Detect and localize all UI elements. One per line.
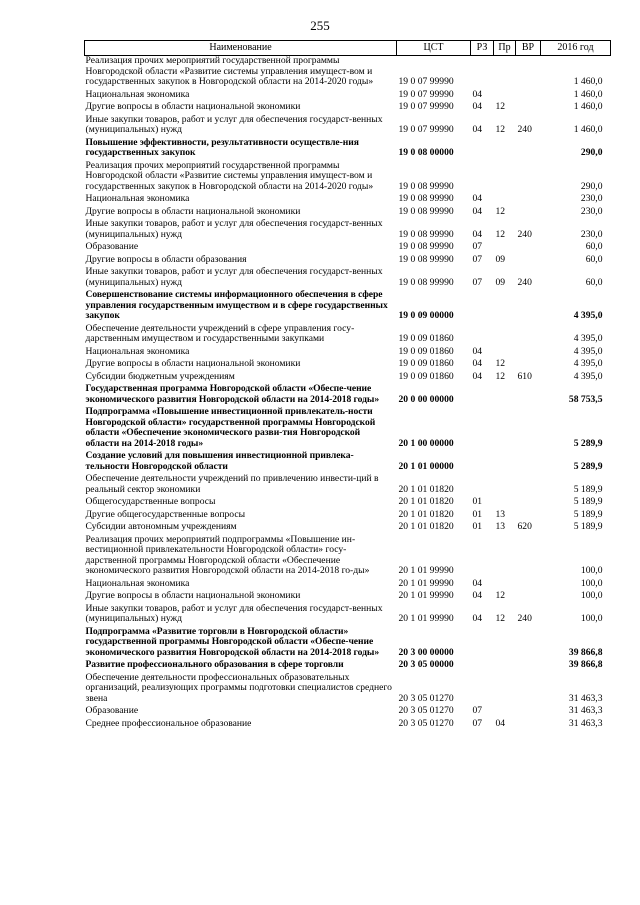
row-cst: 20 1 01 01820 [398, 521, 454, 532]
row-cst: 19 0 07 99990 [398, 124, 454, 135]
row-cst: 19 0 08 99990 [398, 253, 454, 265]
table-row [85, 407, 611, 451]
column-header-pr: Пр [494, 41, 516, 56]
table-row [85, 102, 611, 115]
row-rz: 04 [472, 124, 483, 135]
column-header-vr: ВР [516, 41, 541, 56]
row-pr [494, 474, 516, 497]
row-cst: 19 0 09 01860 [398, 333, 454, 344]
row-name: Развитие профессионального образования в сфере торговли [85, 659, 344, 670]
row-name: Обеспечение деятельности учреждений по привлечению инвести-ций в реальный сектор экономики [85, 473, 379, 495]
row-amount: 4 395,0 [573, 345, 603, 357]
row-rz [471, 627, 494, 661]
row-cst: 19 0 07 99990 [398, 76, 454, 87]
row-name: Государственная программа Новгородской области «Обеспе-чение экономического развития Новгородской области на 2014-2018 годы» [85, 383, 380, 405]
row-cst: 19 0 09 00000 [398, 310, 454, 321]
row-cst: 19 0 09 01860 [398, 358, 454, 369]
row-cst: 20 3 00 00000 [398, 646, 454, 658]
row-cst: 19 0 08 99990 [398, 180, 454, 192]
row-vr: 240 [517, 228, 532, 240]
row-rz: 04 [472, 345, 483, 357]
table-row [85, 290, 611, 324]
row-name: Иные закупки товаров, работ и услуг для обеспечения государст-венных (муниципальных) нужд [85, 113, 383, 135]
row-amount: 230,0 [580, 228, 603, 240]
row-pr [494, 660, 516, 673]
row-rz: 04 [472, 88, 483, 100]
table-row [85, 451, 611, 474]
row-rz [471, 56, 494, 90]
row-vr [516, 56, 541, 90]
row-amount: 100,0 [580, 613, 603, 624]
row-amount: 31 463,3 [568, 717, 603, 729]
row-rz [471, 138, 494, 161]
row-cst: 20 1 01 99990 [398, 577, 454, 589]
table-row [85, 660, 611, 673]
row-cst: 20 1 01 01820 [398, 483, 454, 495]
row-amount: 31 463,3 [568, 705, 603, 716]
row-rz [471, 324, 494, 347]
table-row [85, 474, 611, 497]
row-pr: 12 [495, 228, 506, 240]
row-rz: 07 [472, 705, 483, 716]
row-rz: 04 [472, 101, 483, 112]
table-row [85, 522, 611, 535]
row-pr [494, 451, 516, 474]
row-pr [494, 627, 516, 661]
row-cst: 20 1 01 00000 [398, 460, 454, 472]
row-rz [471, 673, 494, 707]
row-vr [516, 407, 541, 451]
row-vr [516, 207, 541, 220]
row-amount: 1 460,0 [573, 124, 603, 135]
row-rz [471, 407, 494, 451]
table-row [85, 194, 611, 207]
row-name: Другие вопросы в области образования [85, 253, 247, 265]
row-pr [494, 384, 516, 407]
row-amount: 39 866,8 [568, 659, 603, 670]
row-amount: 60,0 [585, 276, 603, 288]
row-vr [516, 384, 541, 407]
budget-table [84, 40, 611, 731]
row-amount: 290,0 [580, 147, 603, 158]
row-amount: 5 189,9 [573, 508, 603, 520]
page-number: 255 [310, 18, 330, 33]
row-name: Реализация прочих мероприятий подпрограммы «Повышение ин-вестиционной привлекательности Новгородской области» госу-дарственной программы Новгородской области «Обеспечение экономического развития Новгородской области на 2014-2018 го-ды» [85, 533, 370, 576]
row-cst: 19 0 07 99990 [398, 88, 454, 100]
row-rz: 04 [472, 590, 483, 601]
row-rz: 04 [472, 577, 483, 589]
row-name: Другие вопросы в области национальной экономики [85, 205, 301, 217]
row-amount: 60,0 [585, 253, 603, 265]
row-cst: 20 1 00 00000 [398, 437, 454, 449]
row-name: Национальная экономика [85, 88, 190, 100]
row-rz: 01 [472, 508, 483, 520]
row-name: Иные закупки товаров, работ и услуг для обеспечения государст-венных (муниципальных) нужд [85, 218, 383, 240]
row-vr [516, 497, 541, 510]
table-row [85, 324, 611, 347]
row-vr [516, 90, 541, 103]
row-name: Национальная экономика [85, 193, 190, 204]
table-body [85, 56, 611, 732]
table-row [85, 673, 611, 707]
row-pr [494, 497, 516, 510]
row-cst: 20 3 05 01270 [398, 717, 454, 729]
row-name: Иные закупки товаров, работ и услуг для обеспечения государст-венных (муниципальных) нужд [85, 266, 383, 288]
row-cst: 19 0 08 99990 [398, 276, 454, 288]
row-vr [516, 474, 541, 497]
row-cst: 20 3 05 00000 [398, 659, 454, 670]
row-pr: 12 [495, 124, 506, 135]
row-pr: 12 [495, 613, 506, 624]
row-pr: 13 [495, 521, 506, 532]
row-pr [494, 242, 516, 255]
row-vr: 240 [517, 124, 532, 135]
row-vr [516, 706, 541, 719]
row-name: Подпрограмма «Повышение инвестиционной привлекатель-ности Новгородской области» государственной программы Новгородской области «Обеспечение экономического разви-тия Новгородской области на 2014-2018 годы» [85, 406, 376, 449]
row-amount: 4 395,0 [573, 310, 603, 321]
row-pr [494, 535, 516, 579]
row-name: Национальная экономика [85, 345, 190, 357]
row-name: Обеспечение деятельности профессиональных образовательных организаций, реализующих программы подготовки специалистов среднего звена [85, 671, 392, 704]
row-amount: 5 189,9 [573, 483, 603, 495]
column-header-rz: РЗ [471, 41, 494, 56]
row-amount: 5 189,9 [573, 496, 603, 507]
row-pr: 12 [495, 590, 506, 601]
row-name: Образование [85, 705, 139, 716]
table-row [85, 604, 611, 627]
row-pr [494, 290, 516, 324]
row-rz: 01 [472, 521, 483, 532]
row-name: Общегосударственные вопросы [85, 496, 216, 507]
table-header [85, 41, 611, 56]
row-vr [516, 194, 541, 207]
row-name: Подпрограмма «Развитие торговли в Новгородской области» государственной программы Новгородской области «Обеспе-чение экономического развития Новгородской области на 2014-2018 годы» [85, 625, 380, 658]
row-amount: 100,0 [580, 565, 603, 576]
row-cst: 20 1 01 99990 [398, 613, 454, 624]
table-row [85, 359, 611, 372]
row-name: Другие вопросы в области национальной экономики [85, 358, 301, 369]
row-cst: 20 0 00 00000 [398, 393, 454, 405]
row-rz: 07 [472, 253, 483, 265]
table-row [85, 497, 611, 510]
row-rz: 07 [472, 241, 483, 252]
row-amount: 4 395,0 [573, 358, 603, 369]
row-vr [516, 359, 541, 372]
table-row [85, 56, 611, 90]
row-amount: 1 460,0 [573, 88, 603, 100]
row-cst: 19 0 08 99990 [398, 205, 454, 217]
row-name: Создание условий для повышения инвестиционной привлека-тельности Новгородской области [85, 450, 354, 472]
column-header-name: Наименование [85, 41, 397, 56]
row-vr: 610 [517, 370, 532, 382]
row-vr [516, 138, 541, 161]
table-row [85, 706, 611, 719]
row-pr: 12 [495, 358, 506, 369]
row-vr [516, 347, 541, 360]
row-rz [471, 290, 494, 324]
table-row [85, 719, 611, 732]
row-pr [494, 194, 516, 207]
row-pr [494, 161, 516, 195]
table-row [85, 138, 611, 161]
row-pr [494, 706, 516, 719]
row-pr [494, 673, 516, 707]
row-rz: 07 [472, 717, 483, 729]
row-vr [516, 579, 541, 592]
row-cst: 19 0 09 01860 [398, 370, 454, 382]
row-cst: 19 0 08 00000 [398, 147, 454, 158]
row-name: Другие вопросы в области национальной экономики [85, 590, 301, 601]
row-rz: 01 [472, 496, 483, 507]
row-amount: 4 395,0 [573, 370, 603, 382]
row-amount: 230,0 [580, 193, 603, 204]
row-pr: 09 [495, 253, 506, 265]
row-cst: 20 1 01 99990 [398, 565, 454, 576]
row-vr [516, 255, 541, 268]
row-vr [516, 535, 541, 579]
row-pr: 12 [495, 101, 506, 112]
table-row [85, 219, 611, 242]
row-pr: 09 [495, 276, 506, 288]
row-pr [494, 138, 516, 161]
row-name: Национальная экономика [85, 577, 190, 589]
row-name: Образование [85, 241, 139, 252]
row-name: Совершенствование системы информационного обеспечения в сфере управления государственным имуществом и в сфере государственных закупок [85, 289, 388, 321]
row-vr: 240 [517, 276, 532, 288]
row-pr: 12 [495, 205, 506, 217]
row-pr: 12 [495, 370, 506, 382]
row-name: Субсидии бюджетным учреждениям [85, 370, 235, 382]
row-rz [471, 535, 494, 579]
row-vr [516, 161, 541, 195]
column-header-cst: ЦСТ [397, 41, 471, 56]
row-amount: 31 463,3 [568, 692, 603, 704]
row-cst: 20 1 01 99990 [398, 590, 454, 601]
row-name: Среднее профессиональное образование [85, 717, 252, 729]
row-name: Другие общегосударственные вопросы [85, 508, 246, 520]
row-amount: 290,0 [580, 180, 603, 192]
row-vr [516, 673, 541, 707]
row-cst: 19 0 09 01860 [398, 345, 454, 357]
row-name: Обеспечение деятельности учреждений в сфере управления госу-дарственным имуществом и государственными закупками [85, 322, 355, 344]
row-vr [516, 451, 541, 474]
row-rz [471, 660, 494, 673]
row-cst: 19 0 08 99990 [398, 228, 454, 240]
row-vr: 240 [517, 613, 532, 624]
row-amount: 60,0 [585, 241, 603, 252]
row-rz: 04 [472, 358, 483, 369]
row-cst: 19 0 07 99990 [398, 101, 454, 112]
row-vr [516, 627, 541, 661]
row-amount: 1 460,0 [573, 101, 603, 112]
row-rz: 04 [472, 228, 483, 240]
row-cst: 20 3 05 01270 [398, 705, 454, 716]
row-amount: 5 289,9 [573, 437, 603, 449]
row-rz [471, 161, 494, 195]
row-name: Повышение эффективности, результативности осуществле-ния государственных закупок [85, 136, 359, 158]
row-cst: 19 0 08 99990 [398, 193, 454, 204]
column-header-year: 2016 год [541, 41, 611, 56]
row-vr [516, 290, 541, 324]
row-vr [516, 591, 541, 604]
row-name: Реализация прочих мероприятий государственной программы Новгородской области «Развитие системы управления имущест-вом и государственных закупок в Новгородской области на 2014-2020 годы» [85, 159, 374, 192]
table-row [85, 591, 611, 604]
row-pr [494, 56, 516, 90]
row-vr [516, 102, 541, 115]
row-vr [516, 719, 541, 732]
row-amount: 58 753,5 [568, 393, 603, 405]
table-row [85, 384, 611, 407]
table-row [85, 115, 611, 138]
row-amount: 1 460,0 [573, 76, 603, 87]
row-rz: 04 [472, 193, 483, 204]
row-amount: 5 189,9 [573, 521, 603, 532]
row-name: Другие вопросы в области национальной экономики [85, 101, 301, 112]
row-pr [494, 407, 516, 451]
row-amount: 100,0 [580, 590, 603, 601]
row-cst: 20 1 01 01820 [398, 508, 454, 520]
row-rz: 04 [472, 613, 483, 624]
row-amount: 39 866,8 [568, 646, 603, 658]
row-amount: 4 395,0 [573, 333, 603, 344]
row-vr [516, 324, 541, 347]
table-row [85, 242, 611, 255]
table-row [85, 267, 611, 290]
row-cst: 20 3 05 01270 [398, 692, 454, 704]
row-pr: 13 [495, 508, 506, 520]
row-cst: 20 1 01 01820 [398, 496, 454, 507]
table-row [85, 161, 611, 195]
table-row [85, 627, 611, 661]
row-pr [494, 324, 516, 347]
row-vr [516, 660, 541, 673]
row-rz [471, 474, 494, 497]
row-vr: 620 [517, 521, 532, 532]
row-name: Реализация прочих мероприятий государственной программы Новгородской области «Развитие системы управления имущест-вом и государственных закупок в Новгородской области на 2014-2020 годы» [85, 55, 374, 87]
row-rz: 04 [472, 370, 483, 382]
row-pr: 04 [495, 717, 506, 729]
row-amount: 100,0 [580, 577, 603, 589]
row-rz: 04 [472, 205, 483, 217]
row-amount: 230,0 [580, 205, 603, 217]
row-rz [471, 384, 494, 407]
row-vr [516, 242, 541, 255]
row-name: Иные закупки товаров, работ и услуг для обеспечения государст-венных (муниципальных) нужд [85, 602, 383, 624]
table-row [85, 535, 611, 579]
row-cst: 19 0 08 99990 [398, 241, 454, 252]
row-amount: 5 289,9 [573, 460, 603, 472]
row-rz: 07 [472, 276, 483, 288]
row-name: Субсидии автономным учреждениям [85, 521, 237, 532]
row-rz [471, 451, 494, 474]
